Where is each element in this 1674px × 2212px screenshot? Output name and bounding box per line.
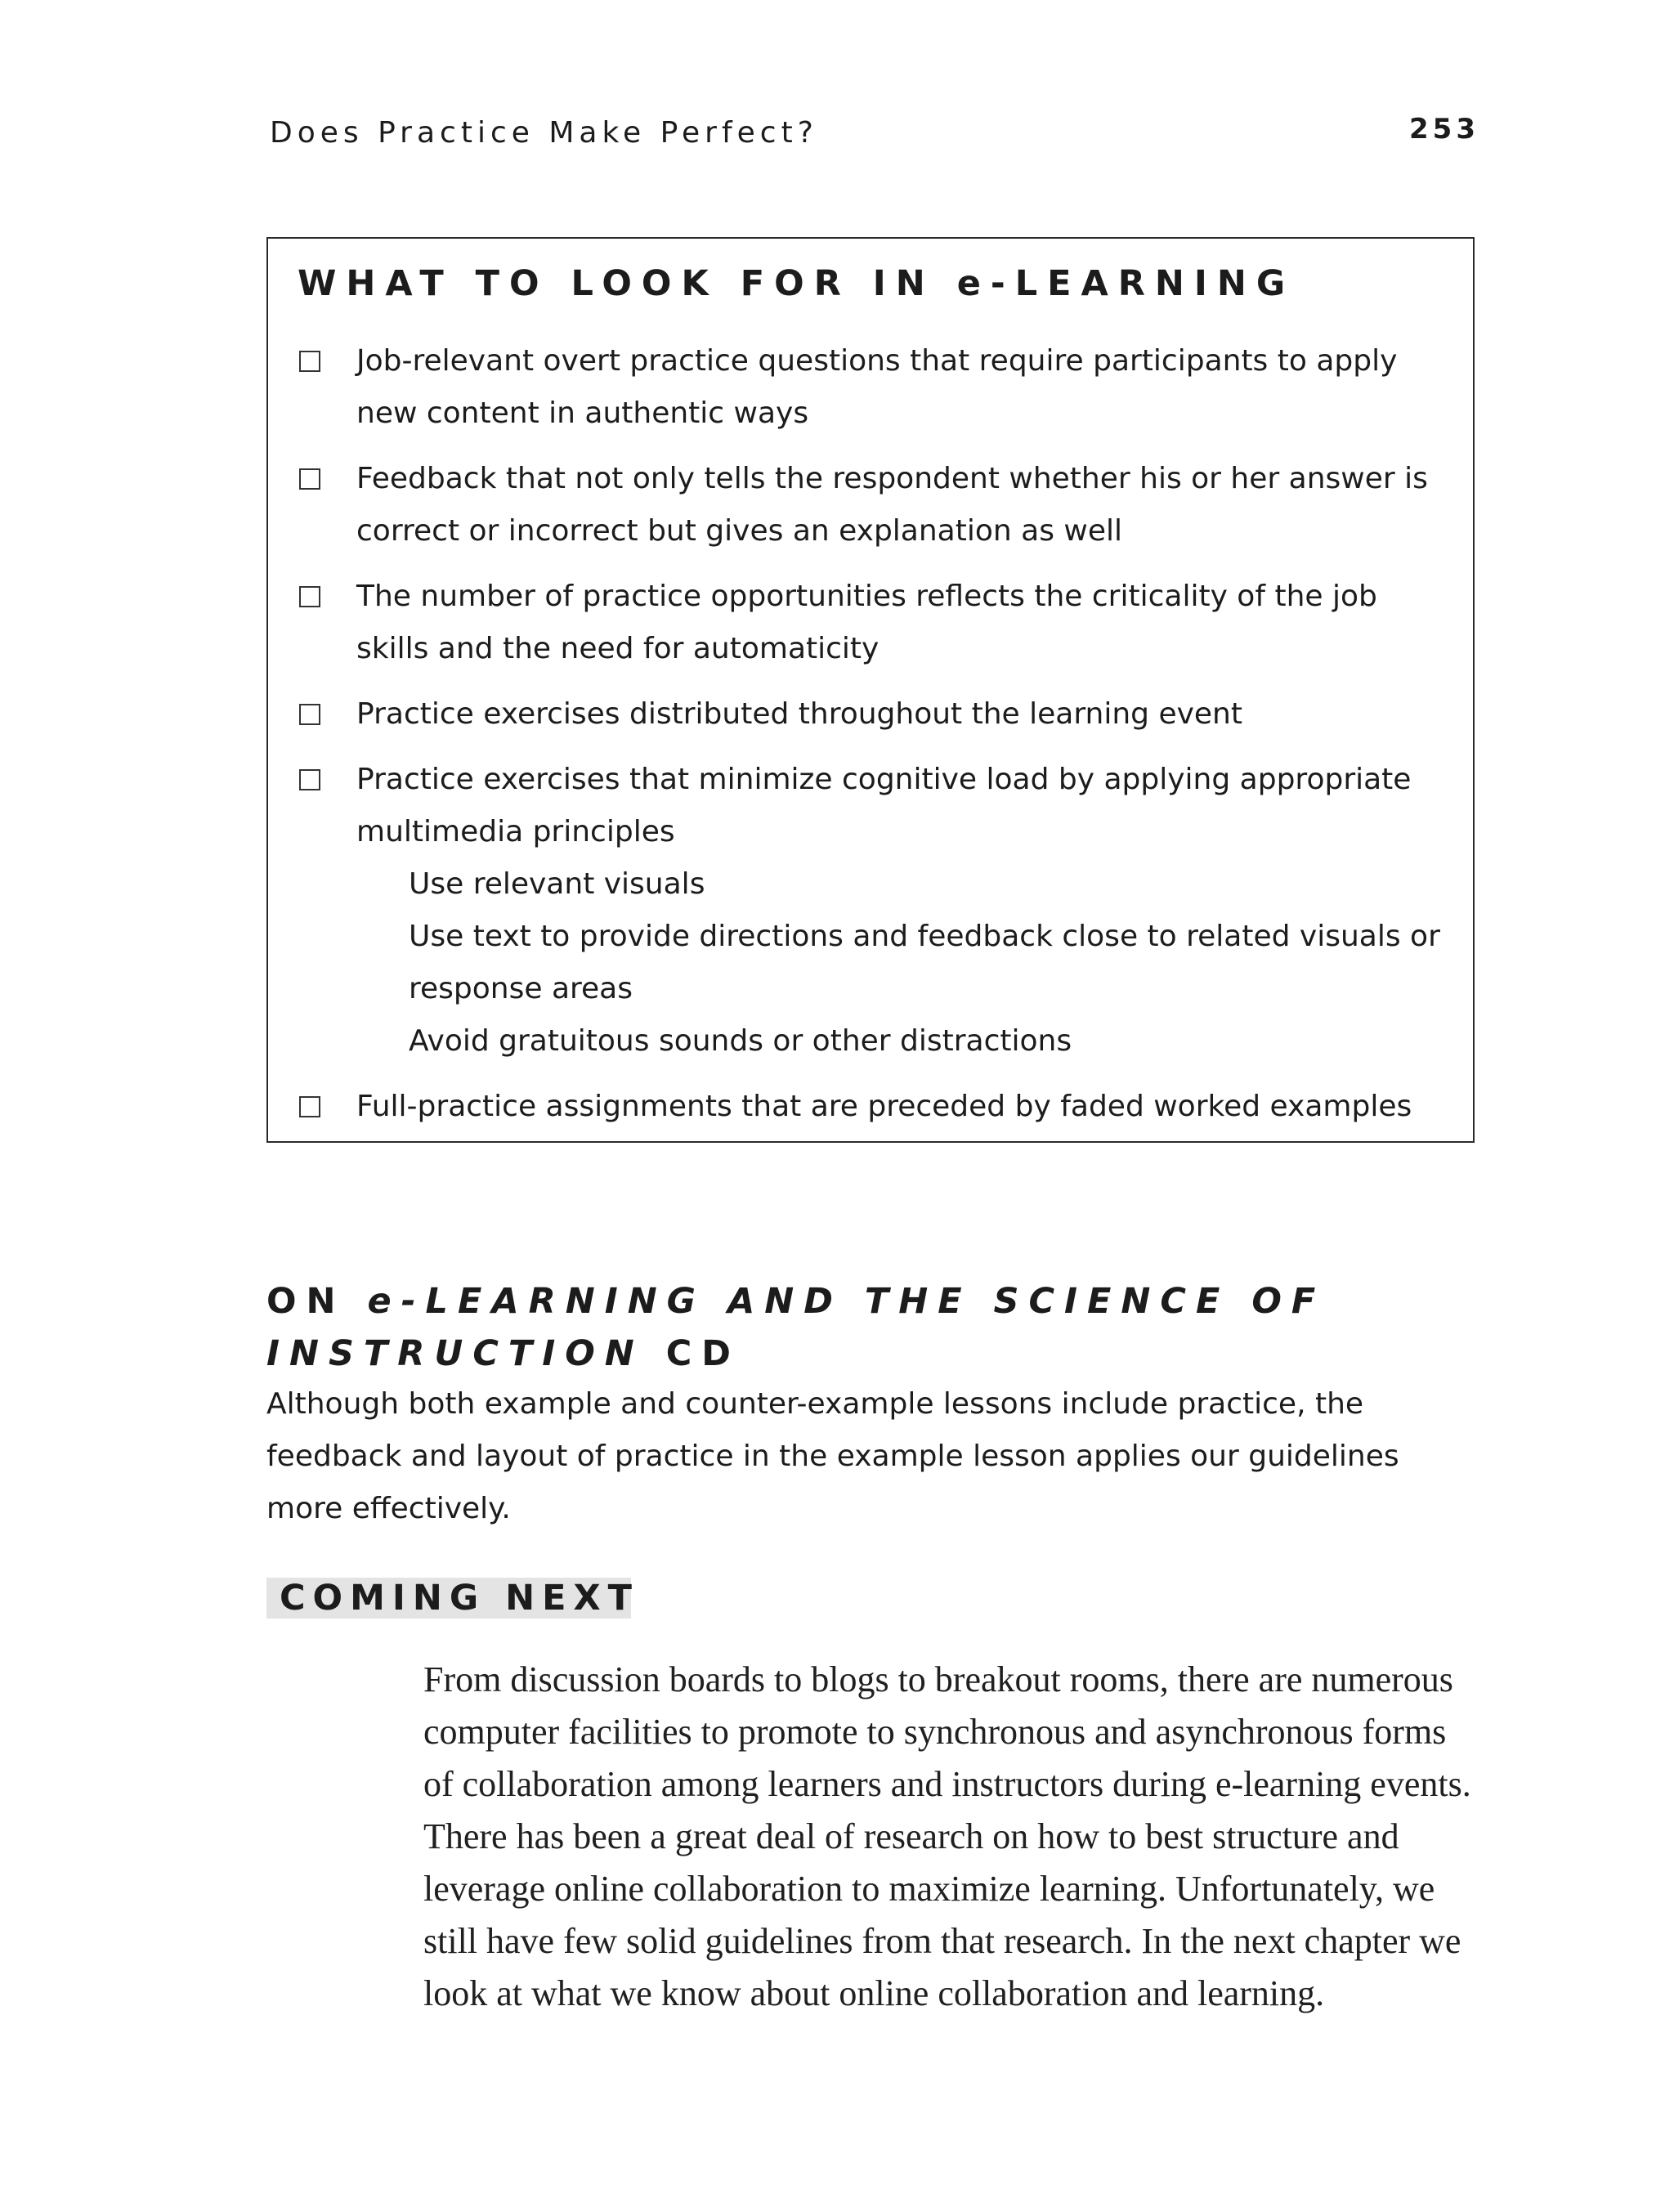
cd-section-title (266, 1275, 1674, 1380)
checklist-box (266, 237, 1475, 1143)
checklist-title: WHAT TO LOOK FOR IN e-LEARNING (298, 263, 1296, 304)
checkbox-icon[interactable] (299, 586, 320, 607)
checklist-sub-item: Use relevant visuals (409, 867, 705, 901)
checkbox-icon[interactable] (299, 1096, 320, 1117)
checklist-sub-list (356, 858, 1450, 1068)
checklist-item (298, 688, 1450, 741)
checklist-item (298, 1081, 1450, 1133)
checklist (298, 335, 1450, 1146)
cd-title-prefix: ON (266, 1281, 346, 1322)
cd-title-italic: e-LEARNING AND THE SCIENCE OF INSTRUCTION (266, 1281, 1326, 1374)
checklist-item (298, 335, 1450, 440)
checklist-item (298, 453, 1450, 557)
checklist-sub-item: Use text to provide directions and feedback close to related visuals or response areas (409, 920, 1440, 1005)
coming-next-body: From discussion boards to blogs to breakout rooms, there are numerous computer facilities to promote to synchronous and asynchronous forms of collaboration among learners and instructors during e-learning events. There has been a great deal of research on how to best structure and leverage online collaboration to maximize learning. Unfortunately, we still have few solid guidelines from that research. In the next chapter we look at what we know about online collaboration and learning. (423, 1659, 1471, 2013)
running-head: Does Practice Make Perfect? (270, 116, 818, 150)
coming-next-heading-text: COMING NEXT (280, 1578, 639, 1619)
checklist-item-text: Full-practice assignments that are preceded by faded worked examples (356, 1090, 1412, 1123)
checklist-sub-item: Avoid gratuitous sounds or other distractions (409, 1024, 1072, 1058)
checklist-item-text: Job-relevant overt practice questions that require participants to apply new content in authentic ways (356, 344, 1398, 430)
page-number: 253 (1409, 113, 1479, 146)
checkbox-icon[interactable] (299, 351, 320, 372)
checklist-item (298, 754, 1450, 1068)
cd-section-body: Although both example and counter-example lessons include practice, the feedback and layout of practice in the example lesson applies our guidelines more effectively. (266, 1387, 1399, 1525)
checkbox-icon[interactable] (299, 769, 320, 790)
checklist-item-text: Feedback that not only tells the respondent whether his or her answer is correct or incorrect but gives an explanation as well (356, 462, 1428, 548)
checkbox-icon[interactable] (299, 468, 320, 490)
checklist-item-text: Practice exercises distributed throughout the learning event (356, 697, 1242, 731)
coming-next-heading (266, 1578, 639, 1619)
checklist-item-text: The number of practice opportunities reflects the criticality of the job skills and the need for automaticity (356, 580, 1377, 665)
checklist-item-text: Practice exercises that minimize cognitive load by applying appropriate multimedia principles (356, 763, 1412, 849)
checkbox-icon[interactable] (299, 704, 320, 725)
checklist-item (298, 571, 1450, 675)
cd-title-suffix: CD (665, 1333, 741, 1374)
